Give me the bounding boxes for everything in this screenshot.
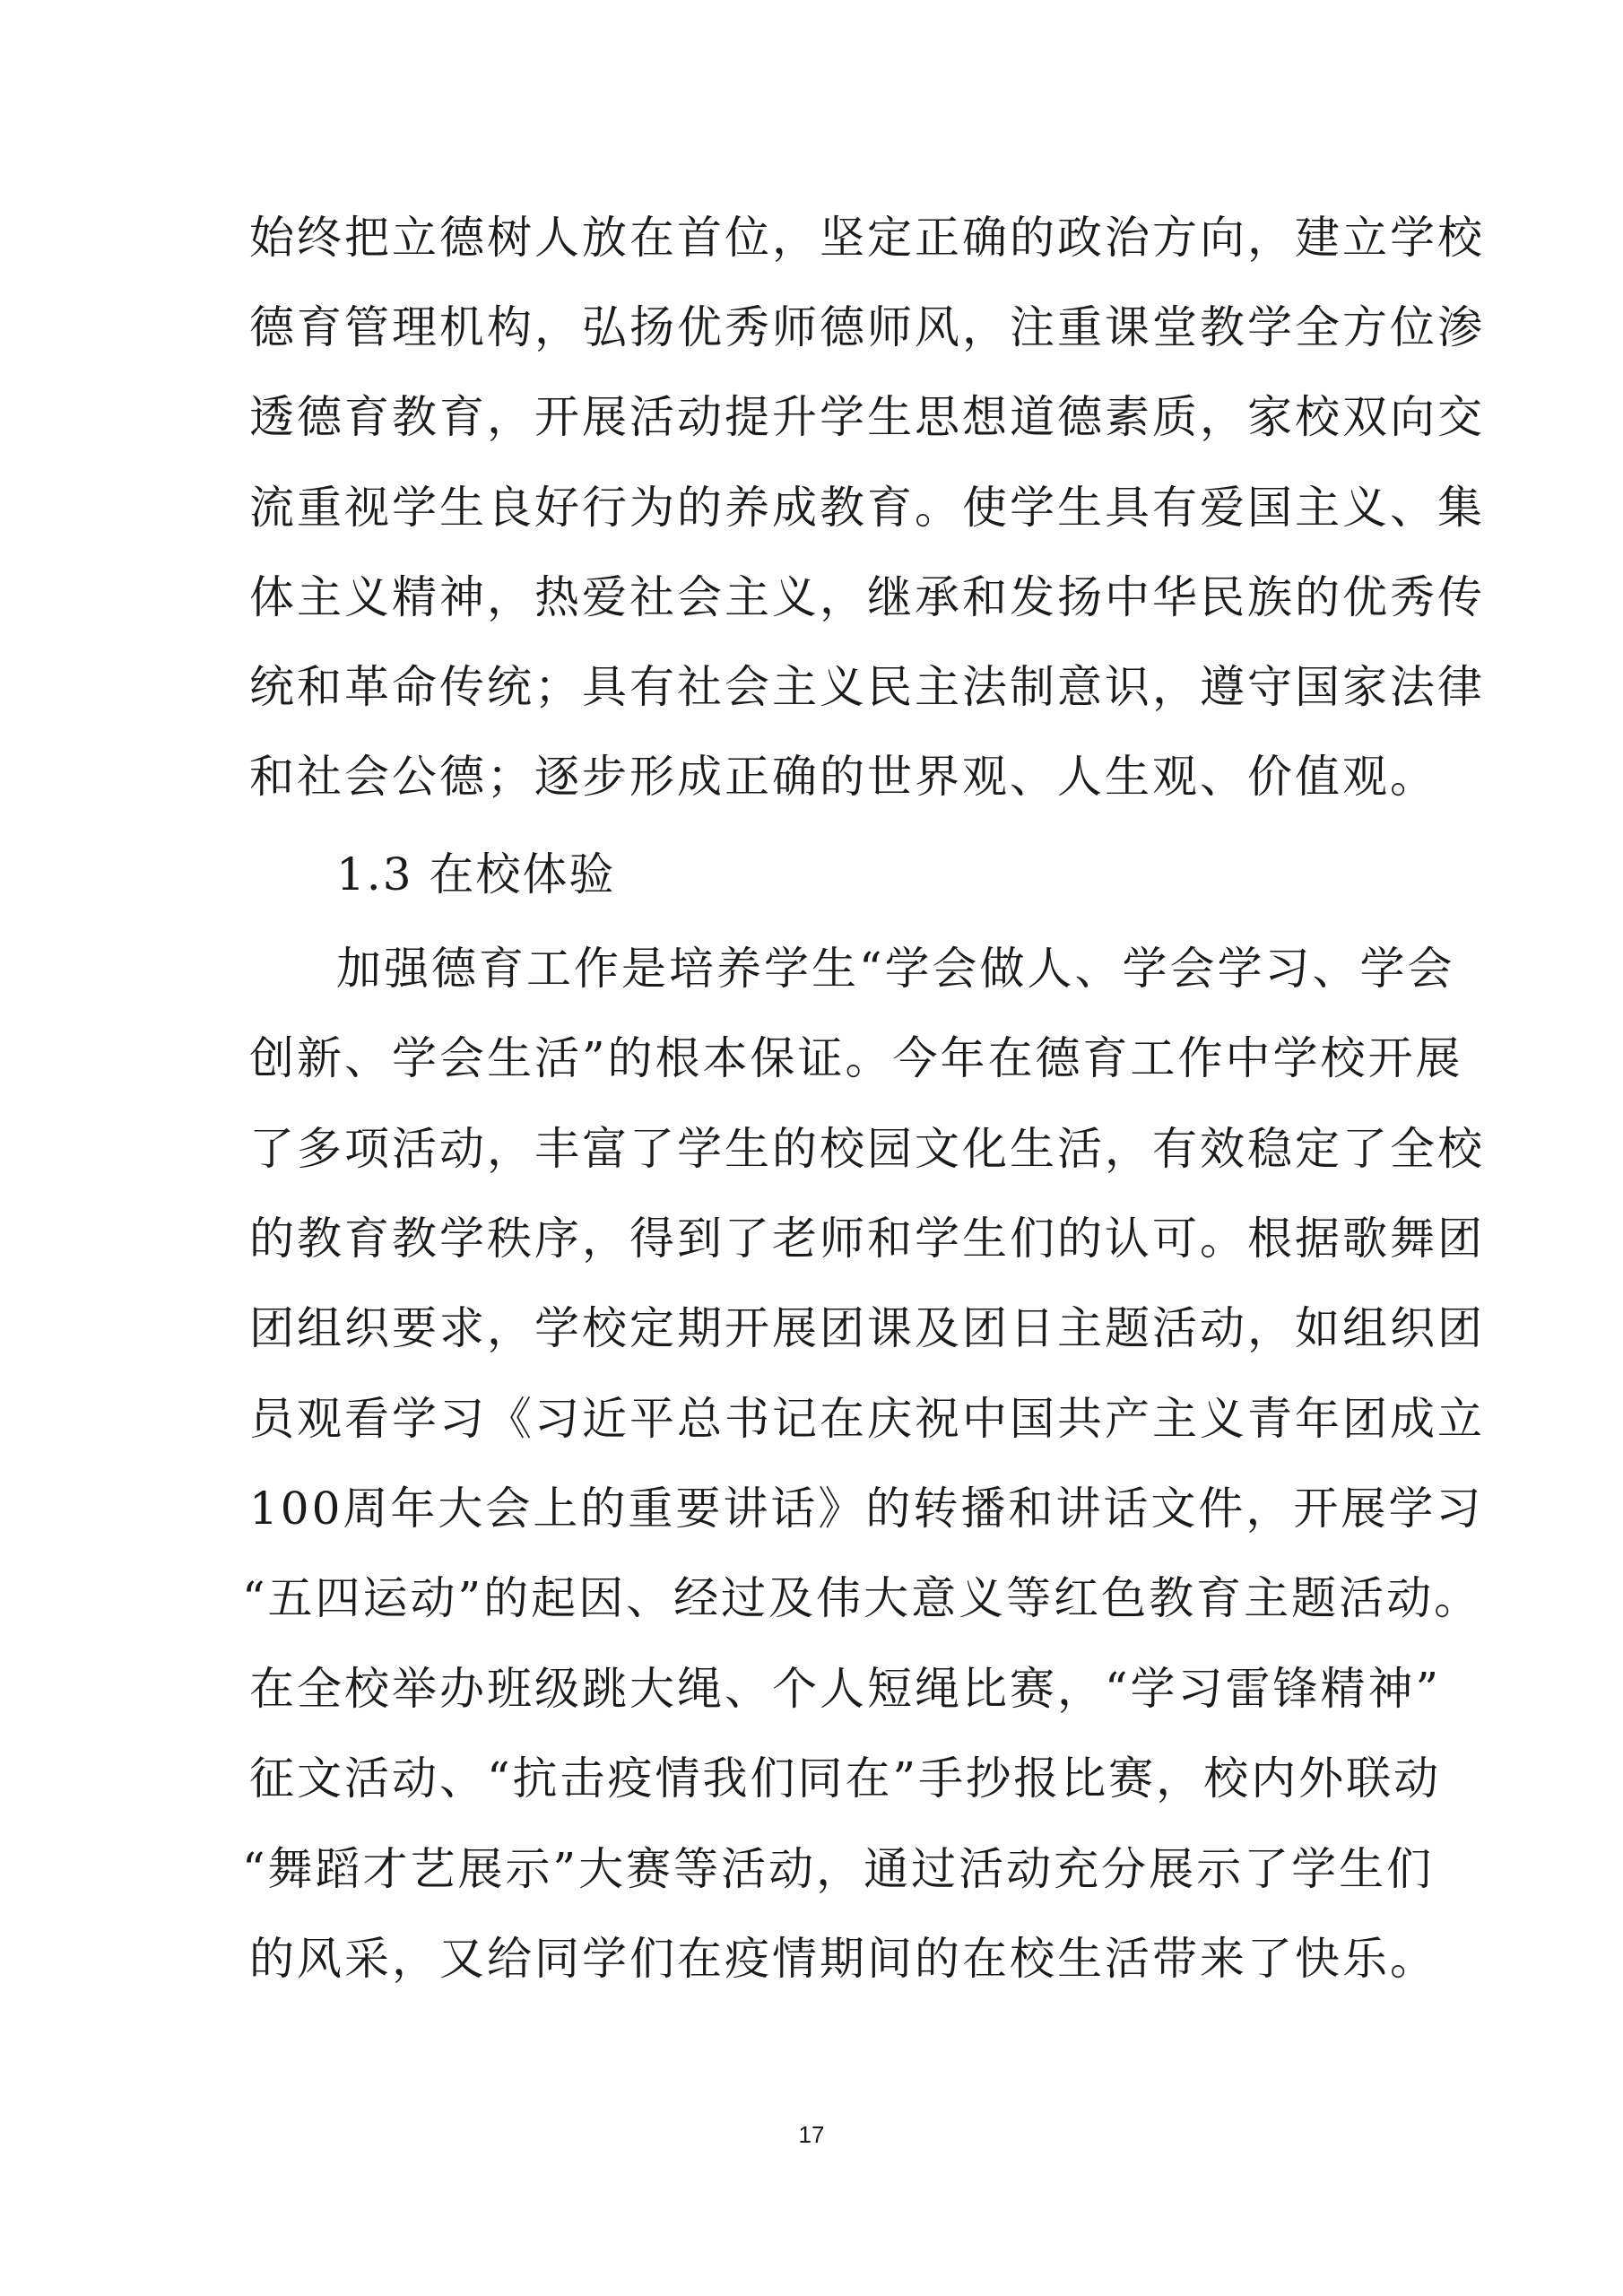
paragraph-2-line-10: 征文活动、“抗击疫情我们同在”手抄报比赛，校内外联动: [249, 1752, 1442, 1805]
paragraph-2-line-6: 员观看学习《习近平总书记在庆祝中国共产主义青年团成立: [249, 1393, 1485, 1445]
paragraph-2-line-3: 了多项活动，丰富了学生的校园文化生活，有效稳定了全校: [249, 1123, 1485, 1175]
paragraph-1-line-6: 统和革命传统；具有社会主义民主法制意识，遵守国家法律: [249, 661, 1485, 713]
paragraph-2-line-1: 加强德育工作是培养学生“学会做人、学会学习、学会: [336, 943, 1455, 995]
paragraph-2-line-11: “舞蹈才艺展示”大赛等活动，通过活动充分展示了学生们: [242, 1843, 1435, 1895]
paragraph-1-line-1: 始终把立德树人放在首位，坚定正确的政治方向，建立学校: [249, 212, 1485, 264]
paragraph-1-line-3: 透德育教育，开展活动提升学生思想道德素质，家校双向交: [249, 391, 1485, 443]
paragraph-2-line-2: 创新、学会生活”的根本保证。今年在德育工作中学校开展: [249, 1032, 1463, 1084]
section-heading: 1.3 在校体验: [336, 848, 616, 900]
paragraph-2-line-9: 在全校举办班级跳大绳、个人短绳比赛，“学习雷锋精神”: [249, 1663, 1442, 1715]
paragraph-2-line-4: 的教育教学秩序，得到了老师和学生们的认可。根据歌舞团: [249, 1213, 1485, 1265]
paragraph-1-line-7: 和社会公德；逐步形成正确的世界观、人生观、价值观。: [249, 751, 1437, 803]
page-number: 17: [798, 2121, 825, 2148]
paragraph-1-line-2: 德育管理机构，弘扬优秀师德师风，注重课堂教学全方位渗: [249, 301, 1485, 353]
paragraph-1-line-5: 体主义精神，热爱社会主义，继承和发扬中华民族的优秀传: [249, 571, 1485, 623]
paragraph-2-line-5: 团组织要求，学校定期开展团课及团日主题活动，如组织团: [249, 1302, 1485, 1354]
paragraph-2-line-8: “五四运动”的起因、经过及伟大意义等红色教育主题活动。: [242, 1572, 1482, 1624]
paragraph-2-line-7: 100周年大会上的重要讲话》的转播和讲话文件，开展学习: [249, 1483, 1484, 1535]
paragraph-2-line-12: 的风采，又给同学们在疫情期间的在校生活带来了快乐。: [249, 1933, 1437, 1985]
paragraph-1-line-4: 流重视学生良好行为的养成教育。使学生具有爱国主义、集: [249, 482, 1485, 534]
